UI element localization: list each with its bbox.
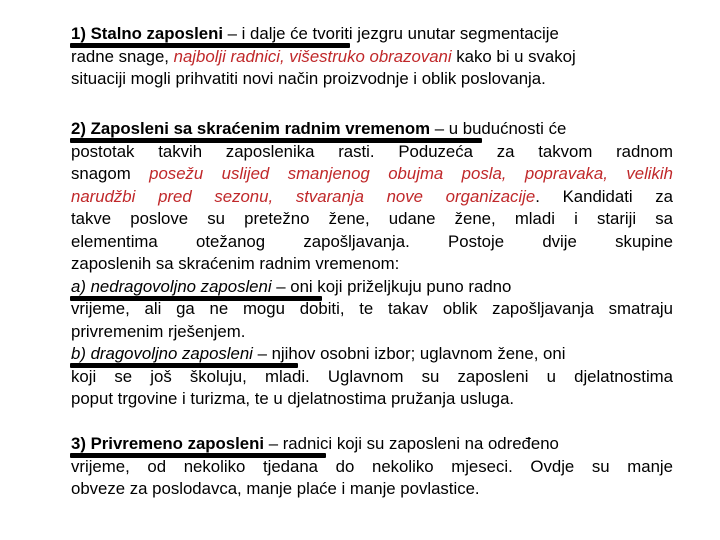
item1-line1-rest: – i dalje će tvoriti jezgru unutar segmentacije xyxy=(223,24,559,43)
sub-b-line1-rest: – njihov osobni izbor; uglavnom žene, oni xyxy=(252,344,566,363)
item-privremeno-zaposleni xyxy=(71,433,673,501)
item2-line6: elementima otežanog zapošljavanja. Postoje dvije skupine xyxy=(71,231,673,251)
item2-line4-red: narudžbi pred sezonu, stvaranja nove organizacije xyxy=(71,186,536,206)
item2-sub-a-line3: privremenim rješenjem. xyxy=(71,321,246,341)
item-stalno-zaposleni xyxy=(71,23,673,91)
item2-line3-start: snagom xyxy=(71,164,150,183)
item3-line2: vrijeme, od nekoliko tjedana do nekoliko mjeseci. Ovdje su manje xyxy=(71,456,673,476)
item-skraceno-radno-vrijeme xyxy=(71,118,673,411)
item1-line2-end: kako bi u svakoj xyxy=(451,46,576,66)
item1-line2 xyxy=(71,46,673,69)
item3-line1 xyxy=(71,433,673,456)
item1-line2-start: radne snage, xyxy=(71,46,174,66)
item3-line3: obveze za poslodavca, manje plaće i manje povlastice. xyxy=(71,479,480,498)
item2-line7: zaposlenih sa skraćenim radnim vremenom: xyxy=(71,254,400,273)
sub-a-line1-rest: – oni koji priželjkuju puno radno xyxy=(271,276,512,296)
item3-line1-rest: – radnici koji su zaposleni na određeno xyxy=(264,434,559,453)
item2-line4 xyxy=(71,186,673,209)
item1-line3: situaciji mogli prihvatiti novi način proizvodnje i oblik poslovanja. xyxy=(71,69,546,88)
item2-line3 xyxy=(71,163,673,186)
item2-line4-end: . Kandidati za xyxy=(535,186,673,206)
item2-line1 xyxy=(71,118,673,141)
item1-line2-red: najbolji radnici, višestruko obrazovani xyxy=(173,46,452,66)
item2-line5: takve poslove su pretežno žene, udane žene, mladi i stariji sa xyxy=(71,209,673,228)
item2-sub-a-line1 xyxy=(71,276,673,299)
item2-sub-b-line1 xyxy=(71,343,673,366)
item2-line1-rest: – u budućnosti će xyxy=(430,119,567,138)
item2-line2: postotak takvih zaposlenika rasti. Poduzeća za takvom radnom xyxy=(71,141,673,161)
item2-line3-red: posežu uslijed smanjenog obujma posla, popravaka, velikih xyxy=(149,164,673,183)
sub-b-heading: b) dragovoljno zaposleni xyxy=(71,344,253,363)
item3-heading: 3) Privremeno zaposleni xyxy=(71,434,265,453)
sub-a-heading: a) nedragovoljno zaposleni xyxy=(71,276,272,296)
item2-sub-b-line2: koji se još školuju, mladi. Uglavnom su zaposleni u djelatnostima xyxy=(71,366,673,386)
item2-heading: 2) Zaposleni sa skraćenim radnim vremenom xyxy=(71,119,431,138)
item2-sub-a-line2: vrijeme, ali ga ne mogu dobiti, te takav oblik zapošljavanja smatraju xyxy=(71,299,673,318)
item2-sub-b-line3: poput trgovine i turizma, te u djelatnostima pružanja usluga. xyxy=(71,389,515,408)
item1-line1 xyxy=(71,23,673,46)
item1-heading: 1) Stalno zaposleni xyxy=(71,24,223,43)
